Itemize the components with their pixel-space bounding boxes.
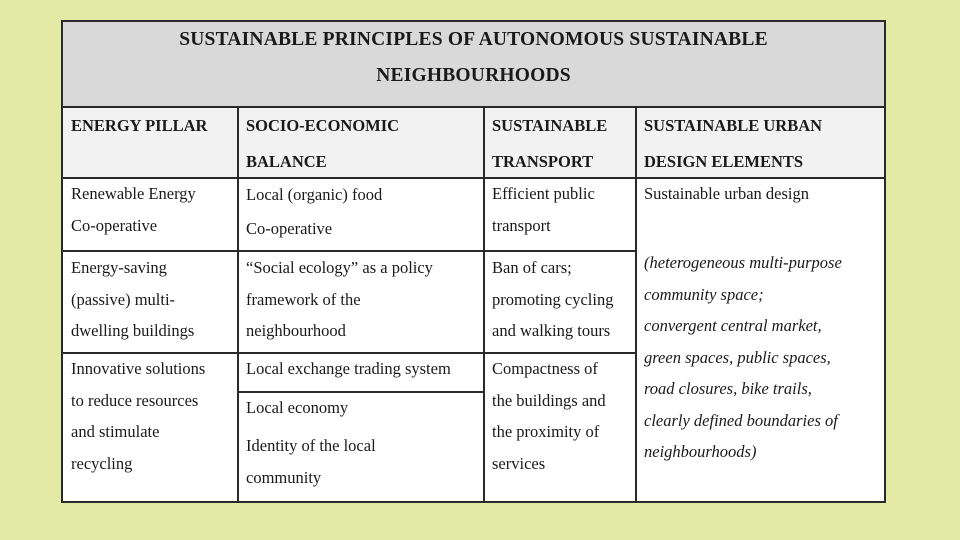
header-socio-economic-balance: SOCIO-ECONOMIC BALANCE [246, 116, 400, 171]
column-divider [237, 108, 239, 503]
socio-cell-local-food: Local (organic) food Co-operative [246, 185, 383, 238]
socio-cell-local-identity: Identity of the local community [246, 436, 376, 487]
transport-cell-compactness: Compactness of the buildings and the proximity of services [492, 359, 606, 473]
energy-cell-renewable: Renewable Energy Co-operative [71, 184, 196, 235]
header-sustainable-urban-design: SUSTAINABLE URBAN DESIGN ELEMENTS [644, 116, 823, 171]
principles-table [61, 20, 886, 503]
socio-cell-lets: Local exchange trading system [246, 359, 451, 378]
header-sustainable-transport: SUSTAINABLE TRANSPORT [492, 116, 608, 171]
socio-cell-local-economy: Local economy [246, 398, 349, 417]
table-title-line-1: SUSTAINABLE PRINCIPLES OF AUTONOMOUS SUSTAINABLE [179, 29, 768, 50]
header-energy-pillar: ENERGY PILLAR [71, 116, 208, 135]
urban-cell-heading: Sustainable urban design [644, 184, 809, 203]
energy-cell-saving-buildings: Energy-saving (passive) multi- dwelling buildings [71, 258, 195, 340]
transport-cell-ban-of-cars: Ban of cars; promoting cycling and walking tours [492, 258, 614, 340]
energy-cell-innovative-solutions: Innovative solutions to reduce resources and stimulate recycling [71, 359, 206, 473]
transport-cell-public-transport: Efficient public transport [492, 184, 595, 235]
table-title-line-2: NEIGHBOURHOODS [376, 65, 571, 86]
table-title-band [63, 22, 884, 108]
column-divider [635, 108, 637, 503]
urban-cell-details: (heterogeneous multi-purpose community space; convergent central market, green spaces, public spaces, road closures, bike trails, clearly defined boundaries of neighbourhoods) [644, 253, 842, 461]
column-divider [483, 108, 485, 503]
socio-cell-social-ecology: “Social ecology” as a policy framework of the neighbourhood [246, 258, 433, 340]
